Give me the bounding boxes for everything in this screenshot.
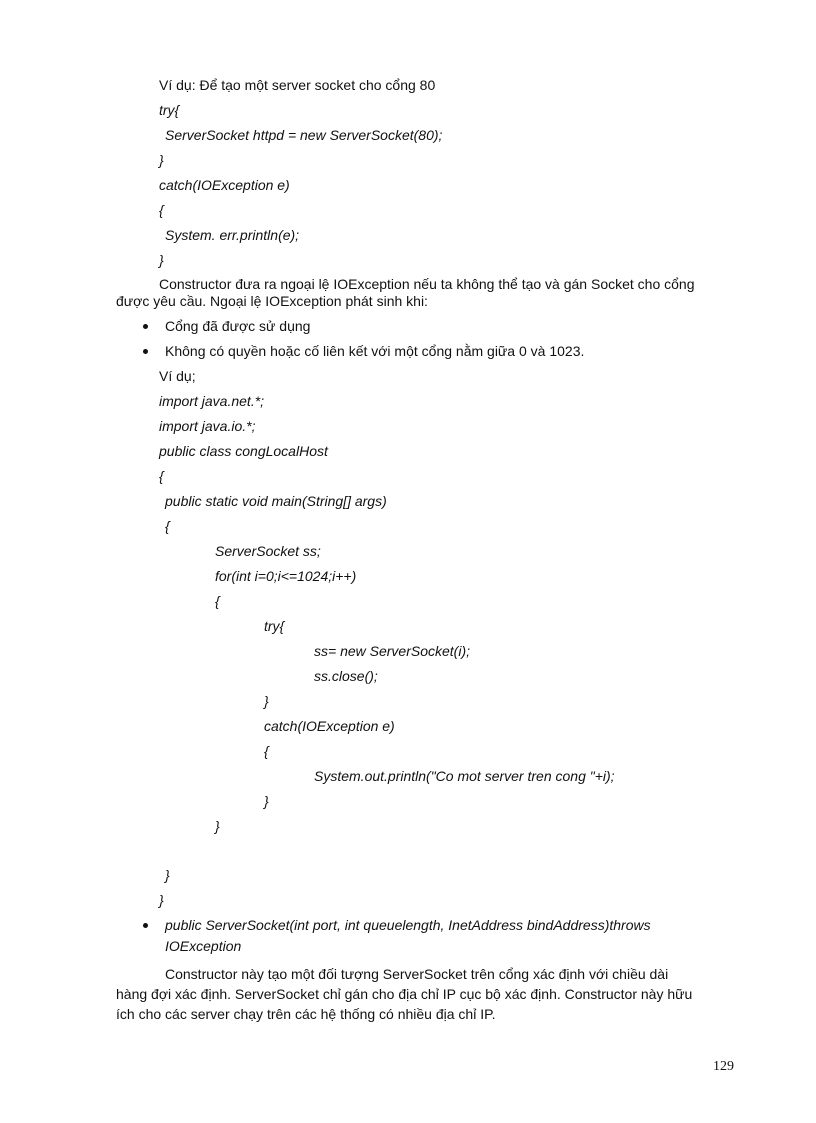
code-line: try{ [159,102,180,118]
bullet-icon [143,923,148,928]
code-line: import java.net.*; [159,393,265,409]
bullet-text: Không có quyền hoặc cố liên kết với một cổng nằm giữa 0 và 1023. [165,343,585,359]
code-line: { [159,202,164,218]
constructor-signature: IOException [165,938,242,954]
code-line: ServerSocket httpd = new ServerSocket(80); [165,127,443,143]
code-line: catch(IOException e) [264,718,395,734]
paragraph-line: Constructor đưa ra ngoại lệ IOException nếu ta không thể tạo và gán Socket cho cổng [159,276,695,292]
code-line: { [215,593,220,609]
constructor-signature: public ServerSocket(int port, int queuelength, InetAddress bindAddress)throws [165,917,651,933]
code-line: import java.io.*; [159,418,256,434]
code-line: public class congLocalHost [159,443,328,459]
bullet-icon [143,349,148,354]
code-line: System.out.println("Co mot server tren cong "+i); [314,768,615,784]
code-line: ss.close(); [314,668,378,684]
code-line: for(int i=0;i<=1024;i++) [215,568,357,584]
paragraph-line: Constructor này tạo một đối tượng ServerSocket trên cổng xác định với chiều dài [165,966,669,982]
code-line: ss= new ServerSocket(i); [314,643,470,659]
code-line: } [159,252,164,268]
code-line: } [159,152,164,168]
code-line: catch(IOException e) [159,177,290,193]
code-line: } [264,793,269,809]
code-line: ServerSocket ss; [215,543,321,559]
code-line: } [159,892,164,908]
code-line: } [264,693,269,709]
code-line: } [165,867,170,883]
code-line: { [159,468,164,484]
bullet-icon [143,324,148,329]
example2-intro: Ví dụ; [159,368,196,384]
code-line: { [264,743,269,759]
code-line: public static void main(String[] args) [165,493,387,509]
bullet-text: Cổng đã được sử dụng [165,318,311,334]
code-line: } [215,818,220,834]
paragraph-line: ích cho các server chạy trên các hệ thống có nhiều địa chỉ IP. [116,1006,496,1022]
page-number: 129 [713,1059,734,1074]
paragraph-line: được yêu cầu. Ngoại lệ IOException phát sinh khi: [116,293,428,309]
code-line: try{ [264,618,285,634]
example1-intro: Ví dụ: Để tạo một server socket cho cổng 80 [159,77,436,93]
code-line: System. err.println(e); [165,227,300,243]
paragraph-line: hàng đợi xác định. ServerSocket chỉ gán cho địa chỉ IP cục bộ xác định. Constructor này hữu [116,986,693,1002]
code-line: { [165,518,170,534]
